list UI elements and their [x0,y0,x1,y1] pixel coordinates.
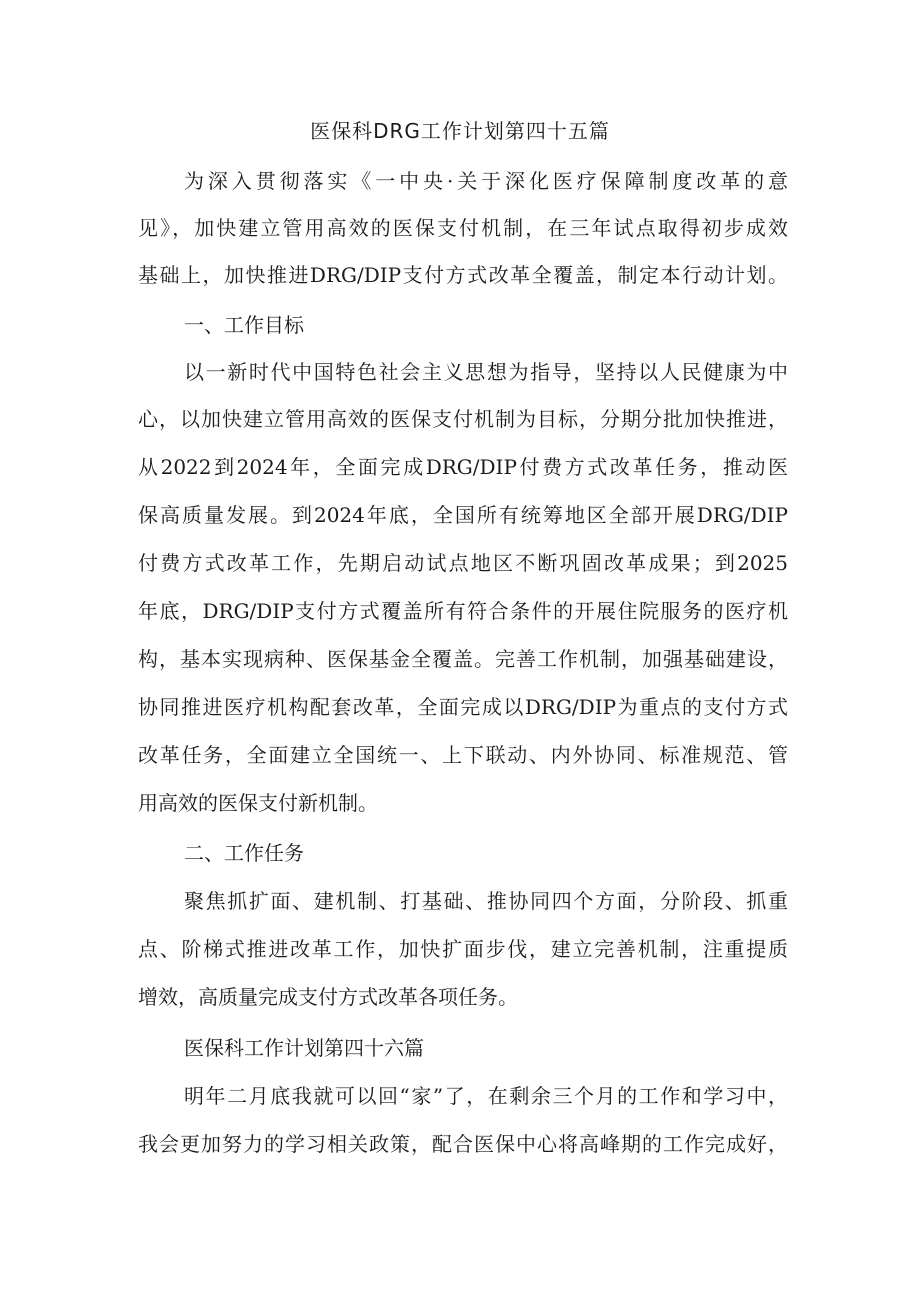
section-heading: 一、工作目标 [184,313,304,337]
paragraph-line: 基础上，加快推进DRG/DIP支付方式改革全覆盖，制定本行动计划。 [138,263,788,287]
paragraph-line: 明年二月底我就可以回“家”了，在剩余三个月的工作和学习中， [184,1084,788,1108]
paragraph-line: 聚焦抓扩面、建机制、打基础、推协同四个方面，分阶段、抓重 [184,889,788,913]
paragraph-line: 我会更加努力的学习相关政策，配合医保中心将高峰期的工作完成好， [138,1132,788,1156]
paragraph-line: 用高效的医保支付新机制。 [138,791,378,815]
paragraph-line: 增效，高质量完成支付方式改革各项任务。 [138,985,518,1009]
paragraph-line: 点、阶梯式推进改革工作，加快扩面步伐，建立完善机制，注重提质 [138,937,788,961]
paragraph-line: 年底，DRG/DIP支付方式覆盖所有符合条件的开展住院服务的医疗机 [138,599,788,623]
paragraph-line: 从2022到2024年，全面完成DRG/DIP付费方式改革任务，推动医 [138,455,788,479]
paragraph-line: 保高质量发展。到2024年底，全国所有统筹地区全部开展DRG/DIP [138,503,788,527]
paragraph-line: 见》，加快建立管用高效的医保支付机制，在三年试点取得初步成效 [138,216,788,240]
next-article-title: 医保科工作计划第四十六篇 [184,1036,424,1060]
section-heading: 二、工作任务 [184,841,304,865]
paragraph-line: 为深入贯彻落实《一中央·关于深化医疗保障制度改革的意 [184,169,788,193]
document-title: 医保科DRG工作计划第四十五篇 [310,119,610,143]
paragraph-line: 协同推进医疗机构配套改革，全面完成以DRG/DIP为重点的支付方式 [138,695,788,719]
paragraph-line: 以一新时代中国特色社会主义思想为指导，坚持以人民健康为中 [184,360,788,384]
paragraph-line: 心，以加快建立管用高效的医保支付机制为目标，分期分批加快推进， [138,407,788,431]
paragraph-line: 付费方式改革工作，先期启动试点地区不断巩固改革成果；到2025 [138,551,788,575]
paragraph-line: 改革任务，全面建立全国统一、上下联动、内外协同、标准规范、管 [138,743,788,767]
paragraph-line: 构，基本实现病种、医保基金全覆盖。完善工作机制，加强基础建设， [138,647,788,671]
